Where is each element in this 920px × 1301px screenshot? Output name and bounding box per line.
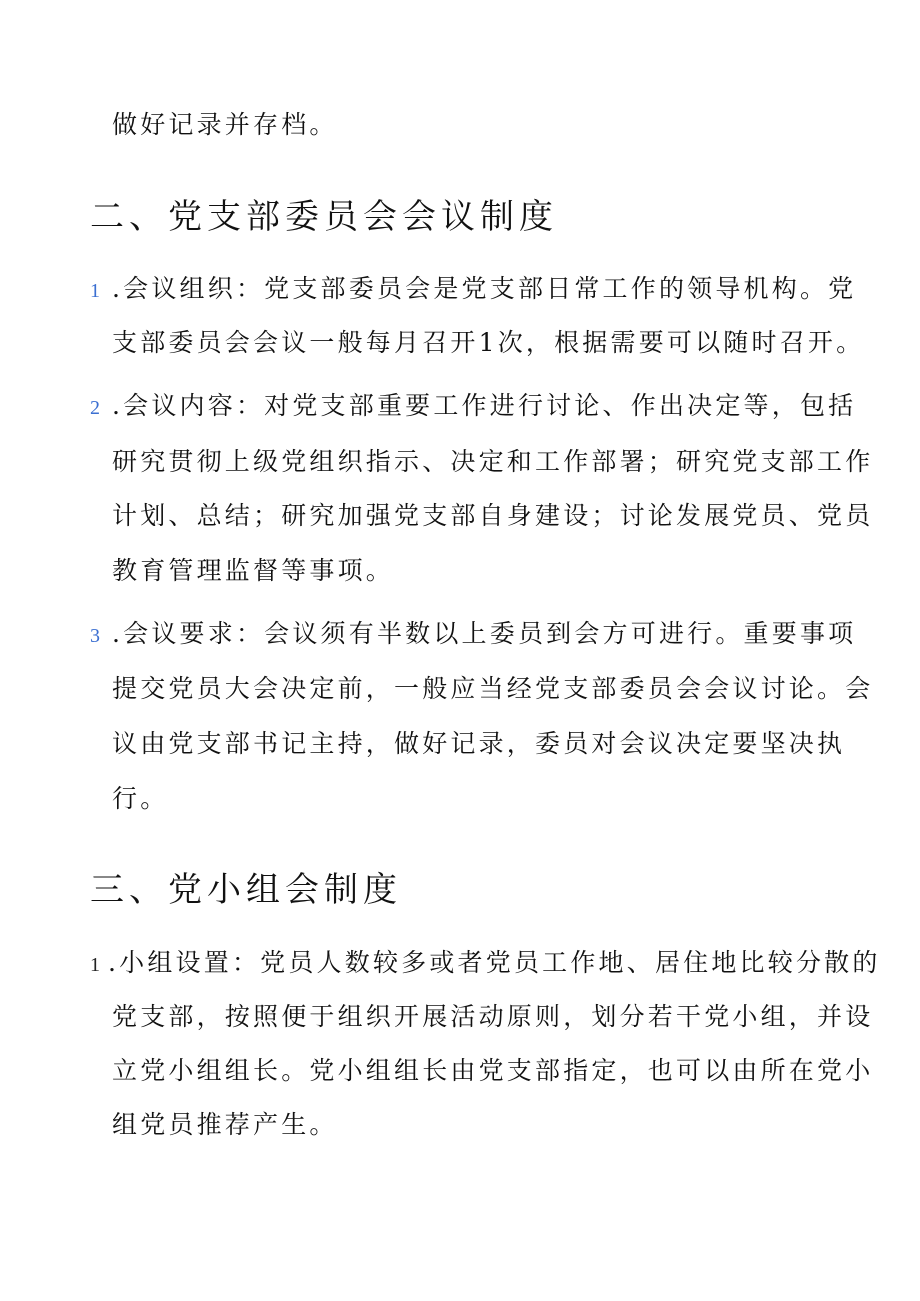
section-3-heading: 三、党小组会制度	[90, 870, 402, 910]
paragraph-line: 立党小组组长。党小组组长由党支部指定，也可以由所在党小	[112, 1056, 874, 1085]
paragraph-line: 行。	[112, 784, 169, 813]
intro-line: 做好记录并存档。	[112, 110, 338, 139]
paragraph-line: 支部委员会会议一般每月召开1次，根据需要可以随时召开。	[112, 328, 865, 357]
paragraph-line: 计划、总结；研究加强党支部自身建设；讨论发展党员、党员	[112, 501, 874, 530]
paragraph-line: .会议组织：党支部委员会是党支部日常工作的领导机构。党	[112, 274, 857, 303]
paragraph-line: 组党员推荐产生。	[112, 1110, 338, 1139]
paragraph-line: 研究贯彻上级党组织指示、决定和工作部署；研究党支部工作	[112, 447, 874, 476]
paragraph-line: .会议要求：会议须有半数以上委员到会方可进行。重要事项	[112, 619, 857, 648]
item-number: 1	[90, 280, 100, 302]
item-number: 2	[90, 397, 100, 419]
paragraph-line: 议由党支部书记主持，做好记录，委员对会议决定要坚决执	[112, 729, 846, 758]
section-2-heading: 二、党支部委员会会议制度	[90, 197, 558, 237]
paragraph-line: 教育管理监督等事项。	[112, 556, 395, 585]
paragraph-line: 党支部，按照便于组织开展活动原则，划分若干党小组，并设	[112, 1002, 874, 1031]
item-number: 3	[90, 625, 100, 647]
paragraph-line: .会议内容：对党支部重要工作进行讨论、作出决定等，包括	[112, 391, 857, 420]
item-number: 1	[90, 954, 100, 976]
paragraph-line: .小组设置：党员人数较多或者党员工作地、居住地比较分散的	[108, 948, 881, 977]
paragraph-line: 提交党员大会决定前，一般应当经党支部委员会会议讨论。会	[112, 674, 874, 703]
